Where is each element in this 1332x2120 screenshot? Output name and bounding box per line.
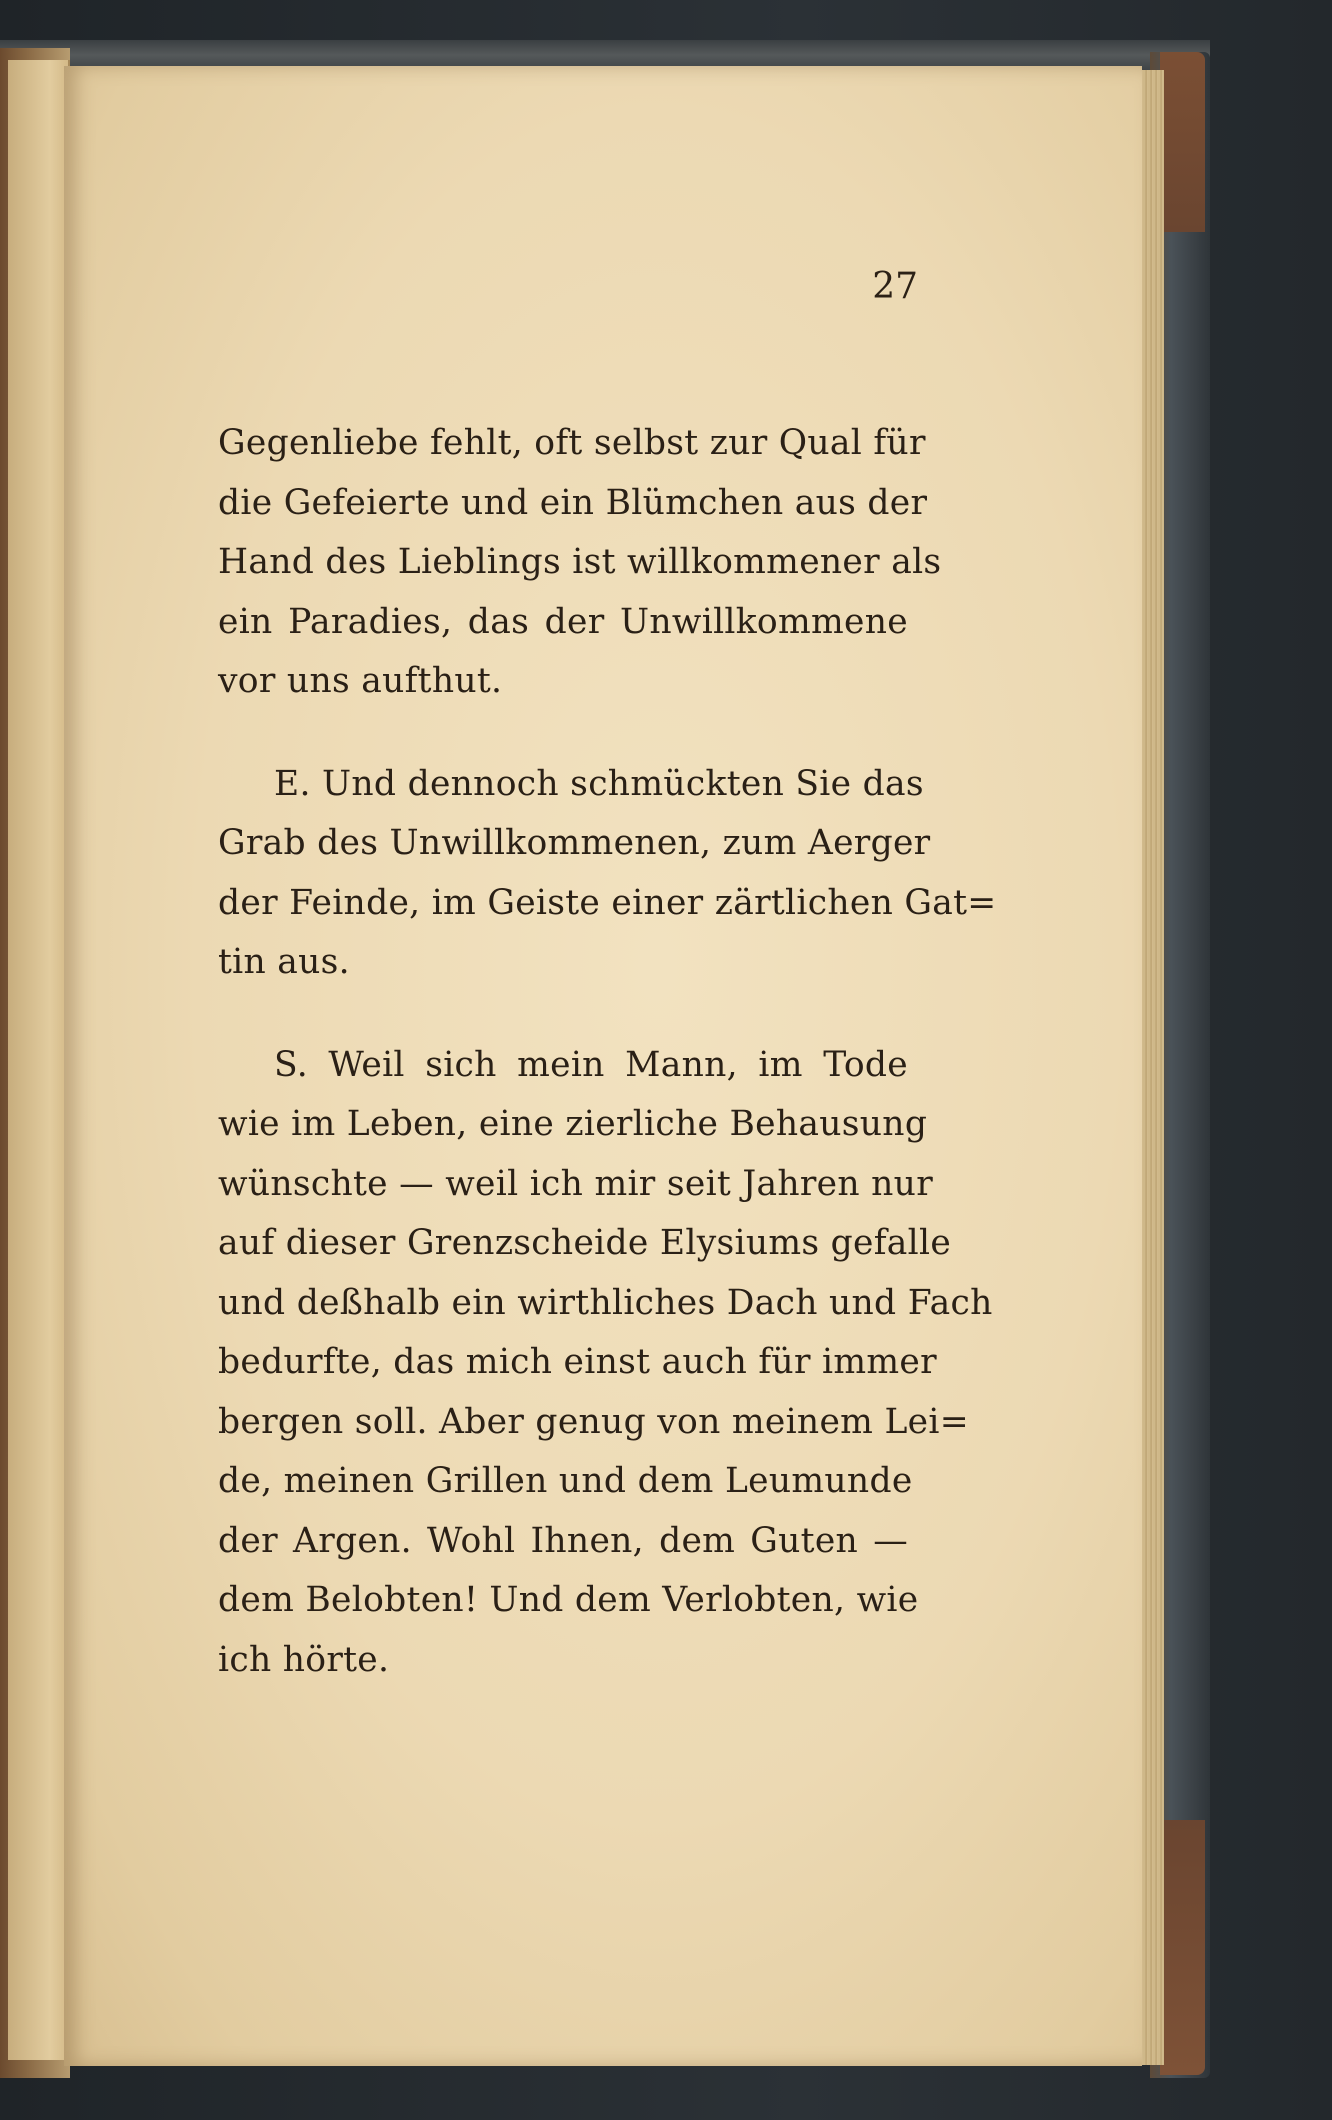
text-line: tin aus. [218,942,350,982]
text-line: wie im Leben, eine zierliche Behausung [218,1104,928,1144]
text-line: bergen soll. Aber genug von meinem Lei= [218,1401,969,1442]
text-line: ein Paradies, das der Unwillkommene [218,601,908,642]
text-line: de, meinen Grillen und dem Leumunde [218,1461,913,1501]
text-line: wünschte — weil ich mir seit Jahren nur [218,1163,933,1204]
paragraph-3 [218,1036,993,1691]
text-line: Gegenliebe fehlt, oft selbst zur Qual für [218,423,926,463]
paragraph-gap [218,993,908,1036]
paragraph-2 [218,755,997,993]
text-line: vor uns aufthut. [218,661,503,701]
text-line: Hand des Lieblings ist willkommener als [218,542,942,582]
text-line: dem Belobten! Und dem Verlobten, wie [218,1580,919,1620]
text-line: ich hörte. [218,1639,390,1680]
paragraph-gap [218,712,908,755]
page-body-text [218,414,997,1690]
page-number: 27 [872,266,918,307]
text-line: auf dieser Grenzscheide Elysiums gefalle [218,1223,952,1263]
left-page-edge [8,60,70,2060]
text-line: S. Weil sich mein Mann, im Tode [274,1044,908,1085]
text-line: der Feinde, im Geiste einer zärtlichen Gat= [218,882,997,923]
paragraph-1 [218,414,942,712]
right-cover-corner-bottom [1160,1820,1205,2075]
text-line: und deßhalb ein wirthliches Dach und Fach [218,1282,993,1323]
text-line: die Gefeierte und ein Blümchen aus der [218,482,928,523]
right-cover-corner-top [1160,52,1205,232]
text-line: der Argen. Wohl Ihnen, dem Guten — [218,1520,908,1561]
text-line: E. Und dennoch schmückten Sie das [274,763,924,804]
text-line: bedurfte, das mich einst auch für immer [218,1342,937,1382]
text-line: Grab des Unwillkommenen, zum Aerger [218,823,931,863]
